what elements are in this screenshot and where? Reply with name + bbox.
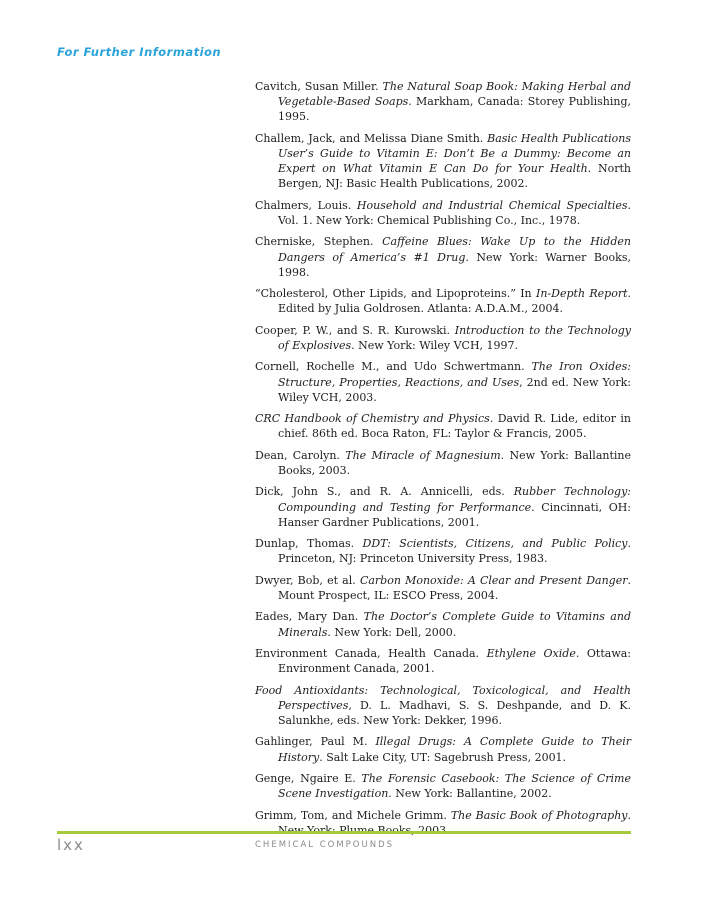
reference-title: Household and Industrial Chemical Specialties [356, 198, 628, 212]
reference-list [255, 79, 631, 844]
reference-title: Illegal Drugs: A Complete Guide to Their History [278, 735, 632, 764]
reference-text: Cavitch, Susan Miller. [255, 80, 383, 93]
reference-text: Challem, Jack, and Melissa Diane Smith. [255, 131, 488, 145]
reference-title: Introduction to the Technology of Explosives [278, 323, 631, 352]
reference-text: Genge, Ngaire E. [255, 771, 362, 785]
section-title: For Further Information [57, 45, 222, 59]
reference-text: Dean, Carolyn. [255, 448, 346, 462]
reference-text: , 2nd ed. New York: Wiley VCH, 2003. [278, 375, 631, 404]
reference-text: . Princeton, NJ: Princeton University Press, 1983. [278, 537, 631, 566]
reference-title: The Iron Oxides: Structure, Properties, Reactions, and Uses [278, 360, 631, 389]
reference-entry [255, 79, 631, 125]
reference-text: “Cholesterol, Other Lipids, and Lipoproteins.” In [255, 287, 536, 301]
reference-entry [255, 234, 631, 280]
reference-title: In-Depth Report [536, 287, 628, 301]
reference-text: Cooper, P. W., and S. R. Kurowski. [255, 323, 455, 337]
reference-text: Cornell, Rochelle M., and Udo Schwertmann. [255, 360, 532, 374]
reference-text: . New York: Ballantine, 2002. [388, 787, 552, 801]
reference-title: Ethylene Oxide [486, 646, 576, 660]
reference-entry [255, 683, 631, 729]
reference-text: Cherniske, Stephen. [255, 235, 383, 249]
reference-title: CRC Handbook of Chemistry and Physics [255, 412, 490, 426]
reference-text: . New York: Wiley VCH, 1997. [351, 338, 519, 352]
reference-text: . New York: Warner Books, 1998. [278, 250, 631, 279]
reference-text: Dick, John S., and R. A. Annicelli, eds. [255, 485, 514, 499]
reference-title: Basic Health Publications User’s Guide to Vitamin E: Don’t Be a Dummy: Become an Expert on What Vitamin E Can Do for Your Health. [278, 131, 632, 176]
reference-text: North Bergen, NJ: Basic Health Publications, 2002. [278, 162, 631, 191]
reference-entry [255, 609, 631, 639]
reference-text: . Salt Lake City, UT: Sagebrush Press, 2001. [319, 750, 567, 764]
reference-text: Gahlinger, Paul M. [255, 735, 376, 749]
reference-text: Chalmers, Louis. [255, 198, 357, 212]
reference-text: . Ottawa: Environment Canada, 2001. [278, 646, 631, 676]
reference-title: Caffeine Blues: Wake Up to the Hidden Dangers of America’s #1 Drug [278, 235, 631, 264]
reference-title: Carbon Monoxide: A Clear and Present Danger [359, 573, 628, 587]
reference-entry [255, 536, 631, 566]
reference-title: The Doctor’s Complete Guide to Vitamins and Minerals [278, 610, 631, 639]
reference-entry [255, 198, 631, 228]
reference-entry [255, 323, 631, 353]
reference-text: . New York: Dell, 2000. [327, 625, 457, 639]
reference-entry [255, 646, 631, 676]
footer-rule [57, 831, 631, 834]
reference-entry [255, 411, 631, 441]
page-number: lxx [57, 836, 85, 854]
reference-title: DDT: Scientists, Citizens, and Public Policy [362, 537, 628, 551]
reference-text: . Cincinnati, OH: Hanser Gardner Publications, 2001. [278, 500, 632, 529]
reference-entry [255, 573, 631, 603]
reference-text: . Edited by Julia Goldrosen. Atlanta: A.D.A.M., 2004. [278, 287, 632, 316]
reference-title: The Forensic Casebook: The Science of Crime Scene Investigation [278, 771, 631, 801]
reference-text: Dunlap, Thomas. [255, 537, 363, 551]
reference-title: The Basic Book of Photography [450, 808, 628, 822]
reference-text: Dwyer, Bob, et al. [255, 573, 360, 587]
reference-entry [255, 359, 631, 405]
reference-entry [255, 286, 631, 316]
reference-text: . New York: Ballantine Books, 2003. [278, 448, 631, 477]
reference-text: Eades, Mary Dan. [255, 610, 364, 624]
reference-title: The Natural Soap Book: Making Herbal and Vegetable-Based Soaps [278, 80, 631, 109]
reference-text: Grimm, Tom, and Michele Grimm. [255, 808, 451, 822]
reference-text: Environment Canada, Health Canada. [255, 646, 487, 660]
reference-entry [255, 448, 631, 478]
reference-title: Food Antioxidants: Technological, Toxicological, and Health Perspectives [255, 683, 631, 712]
reference-entry [255, 484, 631, 530]
reference-text: . Vol. 1. New York: Chemical Publishing Co., Inc., 1978. [278, 198, 631, 227]
reference-text: . Markham, Canada: Storey Publishing, 1995. [278, 95, 632, 124]
reference-entry [255, 131, 631, 192]
reference-text: . Mount Prospect, IL: ESCO Press, 2004. [278, 573, 631, 602]
reference-entry [255, 771, 631, 801]
reference-title: Rubber Technology: Compounding and Testing for Performance [278, 485, 632, 514]
reference-entry [255, 734, 631, 764]
reference-title: The Miracle of Magnesium [345, 448, 501, 462]
reference-text: . [627, 808, 631, 822]
reference-text: . David R. Lide, editor in chief. 86th ed. Boca Raton, FL: Taylor & Francis, 2005. [278, 412, 631, 441]
reference-text: , D. L. Madhavi, S. S. Deshpande, and D. K. Salunkhe, eds. New York: Dekker, 1996. [278, 698, 631, 727]
running-foot: CHEMICAL COMPOUNDS [255, 840, 395, 850]
